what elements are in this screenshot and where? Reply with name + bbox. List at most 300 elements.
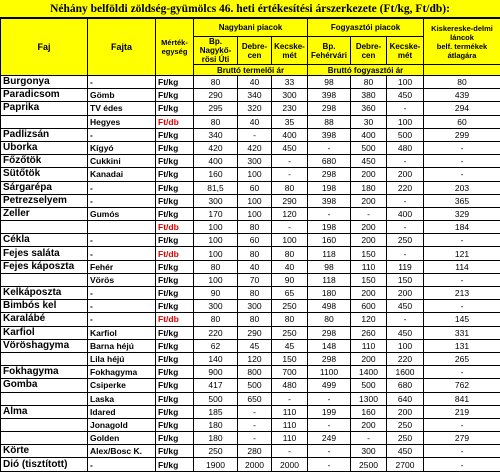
cell-price-4: 80 xyxy=(308,313,351,326)
header-consumer-col-3: Kecske-mét xyxy=(387,37,424,65)
cell-price-7: - xyxy=(424,366,500,379)
cell-price-5: - xyxy=(351,207,387,220)
cell-price-1: 185 xyxy=(194,405,238,418)
cell-price-3: 100 xyxy=(272,234,308,247)
cell-unit: Ft/kg xyxy=(156,300,194,313)
table-row xyxy=(1,273,500,286)
table-row xyxy=(1,89,500,102)
cell-price-5: 200 xyxy=(351,287,387,300)
cell-price-5: 80 xyxy=(351,76,387,89)
cell-price-5: 400 xyxy=(351,128,387,141)
cell-fajta: Karfiol xyxy=(88,326,156,339)
table-row xyxy=(1,326,500,339)
header-fajta: Fajta xyxy=(88,19,156,76)
cell-price-7: 145 xyxy=(424,313,500,326)
table-row xyxy=(1,405,500,418)
cell-fajta xyxy=(88,221,156,234)
cell-price-3: 480 xyxy=(272,379,308,392)
cell-faj: Főzőtök xyxy=(1,155,88,168)
cell-fajta: - xyxy=(88,247,156,260)
cell-price-4: - xyxy=(308,141,351,154)
cell-price-1: 180 xyxy=(194,418,238,431)
cell-faj xyxy=(1,392,88,405)
cell-price-5: 110 xyxy=(351,260,387,273)
cell-price-7: 331 xyxy=(424,326,500,339)
cell-price-2: 290 xyxy=(238,326,272,339)
cell-price-5: 1300 xyxy=(351,392,387,405)
cell-price-2: 300 xyxy=(238,300,272,313)
cell-price-3: - xyxy=(272,168,308,181)
cell-faj xyxy=(1,352,88,365)
cell-price-3: 290 xyxy=(272,194,308,207)
header-wholesale-col-1: Bp. Nagykő-rösi Úti xyxy=(194,37,238,65)
cell-price-4: 498 xyxy=(308,300,351,313)
header-wholesale-col-2: Debre-cen xyxy=(238,37,272,65)
table-row xyxy=(1,287,500,300)
cell-unit: Ft/kg xyxy=(156,366,194,379)
cell-unit: Ft/db xyxy=(156,221,194,234)
cell-unit: Ft/kg xyxy=(156,168,194,181)
cell-price-2: 100 xyxy=(238,168,272,181)
cell-price-6: 200 xyxy=(387,405,424,418)
header-wholesale-col-3: Kecske-mét xyxy=(272,37,308,65)
cell-price-6: 450 xyxy=(387,326,424,339)
cell-unit: Ft/kg xyxy=(156,102,194,115)
cell-price-2: - xyxy=(238,128,272,141)
cell-unit: Ft/kg xyxy=(156,273,194,286)
cell-price-2: 40 xyxy=(238,260,272,273)
cell-faj: Bimbós kel xyxy=(1,300,88,313)
cell-price-3: 33 xyxy=(272,76,308,89)
cell-price-4: 680 xyxy=(308,155,351,168)
header-retail-label: Kiskereske-delmi láncok xyxy=(431,24,493,42)
cell-price-2: 300 xyxy=(238,155,272,168)
cell-price-3: 45 xyxy=(272,339,308,352)
cell-price-7: 219 xyxy=(424,405,500,418)
header-retail-sub xyxy=(424,65,500,76)
cell-price-6: 200 xyxy=(387,287,424,300)
cell-unit: Ft/kg xyxy=(156,287,194,300)
cell-fajta: TV édes xyxy=(88,102,156,115)
cell-price-4: 118 xyxy=(308,247,351,260)
cell-price-4: - xyxy=(308,445,351,458)
cell-price-1: 290 xyxy=(194,89,238,102)
header-consumer-col-2: Debre-cen xyxy=(351,37,387,65)
cell-price-2: 500 xyxy=(238,379,272,392)
table-row xyxy=(1,339,500,352)
cell-unit: Ft/kg xyxy=(156,194,194,207)
cell-price-1: 100 xyxy=(194,234,238,247)
cell-price-4: 160 xyxy=(308,234,351,247)
cell-unit: Ft/kg xyxy=(156,405,194,418)
cell-price-2: 320 xyxy=(238,102,272,115)
cell-price-6: 100 xyxy=(387,115,424,128)
table-row xyxy=(1,366,500,379)
cell-price-2: 280 xyxy=(238,445,272,458)
cell-price-3: 250 xyxy=(272,326,308,339)
cell-price-2: - xyxy=(238,418,272,431)
cell-fajta: Kanadai xyxy=(88,168,156,181)
cell-price-4: 398 xyxy=(308,128,351,141)
cell-fajta: Fehér xyxy=(88,260,156,273)
cell-price-1: 417 xyxy=(194,379,238,392)
cell-price-3: - xyxy=(272,155,308,168)
cell-price-5: 200 xyxy=(351,352,387,365)
cell-price-6: 500 xyxy=(387,128,424,141)
cell-price-1: 500 xyxy=(194,392,238,405)
cell-price-4: 298 xyxy=(308,102,351,115)
cell-price-1: 400 xyxy=(194,155,238,168)
cell-price-4: 398 xyxy=(308,89,351,102)
cell-price-4: 180 xyxy=(308,287,351,300)
cell-fajta: - xyxy=(88,181,156,194)
cell-unit: Ft/kg xyxy=(156,89,194,102)
cell-unit: Ft/kg xyxy=(156,418,194,431)
cell-price-2: 420 xyxy=(238,141,272,154)
cell-price-6: 480 xyxy=(387,141,424,154)
cell-unit: Ft/kg xyxy=(156,339,194,352)
cell-faj: Burgonya xyxy=(1,76,88,89)
cell-price-5: 200 xyxy=(351,168,387,181)
cell-faj: Vöröshagyma xyxy=(1,339,88,352)
cell-fajta: Jonagold xyxy=(88,418,156,431)
cell-price-4: - xyxy=(308,207,351,220)
cell-price-1: 80 xyxy=(194,313,238,326)
cell-price-5: 110 xyxy=(351,339,387,352)
cell-unit: Ft/kg xyxy=(156,207,194,220)
cell-price-1: 295 xyxy=(194,102,238,115)
cell-price-2: 80 xyxy=(238,313,272,326)
header-consumer-sub: Bruttó fogyasztói ár xyxy=(308,65,424,76)
cell-price-7: 279 xyxy=(424,432,500,445)
cell-price-7: - xyxy=(424,155,500,168)
cell-unit: Ft/kg xyxy=(156,458,194,471)
table-row xyxy=(1,76,500,89)
cell-faj: Petrezselyem xyxy=(1,194,88,207)
cell-price-7: - xyxy=(424,168,500,181)
cell-fajta: Hegyes xyxy=(88,115,156,128)
cell-price-6: 200 xyxy=(387,168,424,181)
header-faj: Faj xyxy=(1,19,88,76)
cell-price-5: 260 xyxy=(351,326,387,339)
header-consumer: Fogyasztói piacok xyxy=(308,19,424,37)
cell-price-6: 220 xyxy=(387,352,424,365)
table-row xyxy=(1,128,500,141)
table-row xyxy=(1,207,500,220)
cell-price-4: - xyxy=(308,458,351,471)
table-row xyxy=(1,102,500,115)
cell-fajta: Fokhagyma xyxy=(88,366,156,379)
cell-fajta: Idared xyxy=(88,405,156,418)
cell-faj: Sárgarépa xyxy=(1,181,88,194)
cell-price-5: 120 xyxy=(351,313,387,326)
cell-faj: Zeller xyxy=(1,207,88,220)
cell-unit: Ft/kg xyxy=(156,155,194,168)
cell-price-2: 80 xyxy=(238,221,272,234)
cell-price-7: 114 xyxy=(424,260,500,273)
cell-price-6: 250 xyxy=(387,234,424,247)
cell-faj: Karfiol xyxy=(1,326,88,339)
cell-price-1: 80 xyxy=(194,115,238,128)
cell-unit: Ft/kg xyxy=(156,326,194,339)
cell-price-3: 110 xyxy=(272,405,308,418)
table-row xyxy=(1,445,500,458)
cell-price-1: 90 xyxy=(194,287,238,300)
cell-price-2: 650 xyxy=(238,392,272,405)
cell-price-6: - xyxy=(387,247,424,260)
cell-faj: Alma xyxy=(1,405,88,418)
cell-fajta: Barna héjú xyxy=(88,339,156,352)
cell-unit: Ft/kg xyxy=(156,234,194,247)
header-wholesale: Nagybani piacok xyxy=(194,19,308,37)
cell-price-4: 88 xyxy=(308,115,351,128)
cell-price-7: 265 xyxy=(424,352,500,365)
cell-unit: Ft/db xyxy=(156,313,194,326)
cell-price-1: 62 xyxy=(194,339,238,352)
table-row xyxy=(1,194,500,207)
cell-fajta: - xyxy=(88,234,156,247)
cell-fajta: - xyxy=(88,287,156,300)
cell-price-6: - xyxy=(387,102,424,115)
cell-faj xyxy=(1,221,88,234)
cell-unit: Ft/kg xyxy=(156,392,194,405)
cell-price-7: 203 xyxy=(424,181,500,194)
table-row xyxy=(1,141,500,154)
cell-price-2: 100 xyxy=(238,194,272,207)
cell-fajta: Csiperke xyxy=(88,379,156,392)
cell-price-6: - xyxy=(387,313,424,326)
table-row xyxy=(1,155,500,168)
price-table-body xyxy=(1,76,500,472)
cell-price-2: - xyxy=(238,405,272,418)
cell-price-3: 450 xyxy=(272,141,308,154)
cell-price-3: 80 xyxy=(272,313,308,326)
cell-price-6: 450 xyxy=(387,300,424,313)
cell-unit: Ft/kg xyxy=(156,260,194,273)
cell-price-4: 298 xyxy=(308,168,351,181)
cell-price-5: 600 xyxy=(351,300,387,313)
cell-price-6: 2700 xyxy=(387,458,424,471)
cell-price-1: 300 xyxy=(194,300,238,313)
cell-price-5: 200 xyxy=(351,221,387,234)
cell-unit: Ft/kg xyxy=(156,352,194,365)
cell-fajta: - xyxy=(88,76,156,89)
cell-price-6: 1600 xyxy=(387,366,424,379)
cell-price-5: 500 xyxy=(351,379,387,392)
cell-price-1: 340 xyxy=(194,128,238,141)
cell-price-7: 294 xyxy=(424,102,500,115)
cell-price-7: 299 xyxy=(424,128,500,141)
cell-faj: Paprika xyxy=(1,102,88,115)
table-row xyxy=(1,115,500,128)
cell-price-5: 30 xyxy=(351,115,387,128)
cell-price-1: 420 xyxy=(194,141,238,154)
table-row xyxy=(1,181,500,194)
cell-faj xyxy=(1,418,88,431)
header-wholesale-sub: Bruttó termelői ár xyxy=(194,65,308,76)
cell-price-4: 199 xyxy=(308,405,351,418)
cell-price-6: - xyxy=(387,194,424,207)
cell-fajta: Cukkini xyxy=(88,155,156,168)
cell-price-6: 640 xyxy=(387,392,424,405)
cell-price-6: 100 xyxy=(387,339,424,352)
cell-price-3: - xyxy=(272,392,308,405)
cell-price-7: 213 xyxy=(424,287,500,300)
cell-price-5: 180 xyxy=(351,181,387,194)
cell-fajta: Gömb xyxy=(88,89,156,102)
cell-price-1: 170 xyxy=(194,207,238,220)
cell-faj xyxy=(1,273,88,286)
cell-price-7: - xyxy=(424,300,500,313)
cell-fajta: - xyxy=(88,194,156,207)
cell-price-6: 100 xyxy=(387,76,424,89)
cell-faj: Fokhagyma xyxy=(1,366,88,379)
cell-price-7: 121 xyxy=(424,247,500,260)
cell-unit: Ft/kg xyxy=(156,76,194,89)
cell-price-3: 230 xyxy=(272,102,308,115)
cell-fajta: - xyxy=(88,300,156,313)
cell-price-1: 100 xyxy=(194,247,238,260)
cell-unit: Ft/kg xyxy=(156,379,194,392)
cell-unit: Ft/kg xyxy=(156,141,194,154)
cell-price-1: 250 xyxy=(194,445,238,458)
cell-price-5: 450 xyxy=(351,155,387,168)
cell-price-7: 60 xyxy=(424,115,500,128)
cell-fajta: Gumós xyxy=(88,207,156,220)
cell-price-2: 120 xyxy=(238,352,272,365)
cell-faj: Padlizsán xyxy=(1,128,88,141)
cell-price-5: 500 xyxy=(351,141,387,154)
cell-price-2: 340 xyxy=(238,89,272,102)
table-row xyxy=(1,300,500,313)
table-row xyxy=(1,313,500,326)
table-row xyxy=(1,247,500,260)
cell-faj: Fejes káposzta xyxy=(1,260,88,273)
cell-price-7: 184 xyxy=(424,221,500,234)
table-row xyxy=(1,458,500,471)
cell-faj: Fejes saláta xyxy=(1,247,88,260)
cell-price-4: - xyxy=(308,418,351,431)
header-unit: Mérték-egység xyxy=(156,19,194,76)
cell-price-1: 80 xyxy=(194,260,238,273)
cell-faj: Sütőtök xyxy=(1,168,88,181)
cell-price-3: 120 xyxy=(272,207,308,220)
cell-price-3: 80 xyxy=(272,181,308,194)
cell-price-7: 762 xyxy=(424,379,500,392)
cell-price-7: - xyxy=(424,418,500,431)
cell-price-7: - xyxy=(424,234,500,247)
cell-price-2: 40 xyxy=(238,76,272,89)
cell-price-1: 100 xyxy=(194,221,238,234)
table-row xyxy=(1,392,500,405)
cell-price-6: 250 xyxy=(387,432,424,445)
table-row xyxy=(1,168,500,181)
cell-price-2: 2000 xyxy=(238,458,272,471)
cell-unit: Ft/kg xyxy=(156,432,194,445)
cell-price-2: - xyxy=(238,432,272,445)
cell-price-4: 398 xyxy=(308,194,351,207)
cell-price-4: 198 xyxy=(308,221,351,234)
cell-unit: Ft/db xyxy=(156,115,194,128)
cell-price-4: 298 xyxy=(308,326,351,339)
header-retail xyxy=(424,19,500,65)
table-row xyxy=(1,352,500,365)
cell-price-2: 60 xyxy=(238,181,272,194)
cell-price-7: 439 xyxy=(424,89,500,102)
cell-price-3: - xyxy=(272,221,308,234)
cell-price-5: 150 xyxy=(351,247,387,260)
cell-price-7: 131 xyxy=(424,339,500,352)
cell-price-3: 700 xyxy=(272,366,308,379)
cell-price-1: 900 xyxy=(194,366,238,379)
cell-unit: Ft/db xyxy=(156,247,194,260)
cell-price-3: - xyxy=(272,445,308,458)
cell-price-2: 70 xyxy=(238,273,272,286)
header-retail-col: belf. termékek átlagára xyxy=(437,42,487,60)
cell-unit: Ft/kg xyxy=(156,445,194,458)
price-table xyxy=(0,18,500,472)
cell-price-7: 329 xyxy=(424,207,500,220)
cell-faj: Dió (tisztított) xyxy=(1,458,88,471)
cell-price-4: - xyxy=(308,392,351,405)
cell-price-5: - xyxy=(351,432,387,445)
table-row xyxy=(1,432,500,445)
table-row xyxy=(1,221,500,234)
cell-fajta: - xyxy=(88,458,156,471)
cell-faj xyxy=(1,115,88,128)
page-title: Néhány belföldi zöldség-gyümölcs 46. heti értékesítési árszerkezete (Ft/kg, Ft/db): xyxy=(0,0,500,18)
cell-price-6: - xyxy=(387,155,424,168)
cell-price-4: 249 xyxy=(308,432,351,445)
table-row xyxy=(1,418,500,431)
cell-price-5: 300 xyxy=(351,445,387,458)
cell-price-3: 2000 xyxy=(272,458,308,471)
cell-price-5: 380 xyxy=(351,89,387,102)
cell-price-2: 800 xyxy=(238,366,272,379)
cell-faj: Kelkáposzta xyxy=(1,287,88,300)
cell-price-7: - xyxy=(424,141,500,154)
cell-price-3: 65 xyxy=(272,287,308,300)
cell-faj: Karalábé xyxy=(1,313,88,326)
cell-price-6: 680 xyxy=(387,379,424,392)
cell-price-7: 80 xyxy=(424,76,500,89)
cell-price-1: 300 xyxy=(194,194,238,207)
cell-price-6: 119 xyxy=(387,260,424,273)
cell-fajta: Vörös xyxy=(88,273,156,286)
cell-price-4: 98 xyxy=(308,260,351,273)
cell-price-7: 365 xyxy=(424,194,500,207)
cell-fajta: Lila héjú xyxy=(88,352,156,365)
cell-price-6: 450 xyxy=(387,445,424,458)
cell-price-6: - xyxy=(387,221,424,234)
cell-price-1: 140 xyxy=(194,352,238,365)
cell-price-1: 1900 xyxy=(194,458,238,471)
cell-price-2: 80 xyxy=(238,247,272,260)
cell-price-6: 220 xyxy=(387,181,424,194)
cell-price-3: 110 xyxy=(272,418,308,431)
cell-price-5: 360 xyxy=(351,102,387,115)
cell-price-7: 841 xyxy=(424,392,500,405)
cell-price-2: 45 xyxy=(238,339,272,352)
cell-price-5: 150 xyxy=(351,273,387,286)
cell-price-4: 118 xyxy=(308,273,351,286)
header-consumer-col-1: Bp. Fehérvári xyxy=(308,37,351,65)
cell-price-2: 40 xyxy=(238,115,272,128)
table-row xyxy=(1,234,500,247)
cell-faj: Cékla xyxy=(1,234,88,247)
cell-price-4: 1100 xyxy=(308,366,351,379)
cell-price-1: 100 xyxy=(194,273,238,286)
